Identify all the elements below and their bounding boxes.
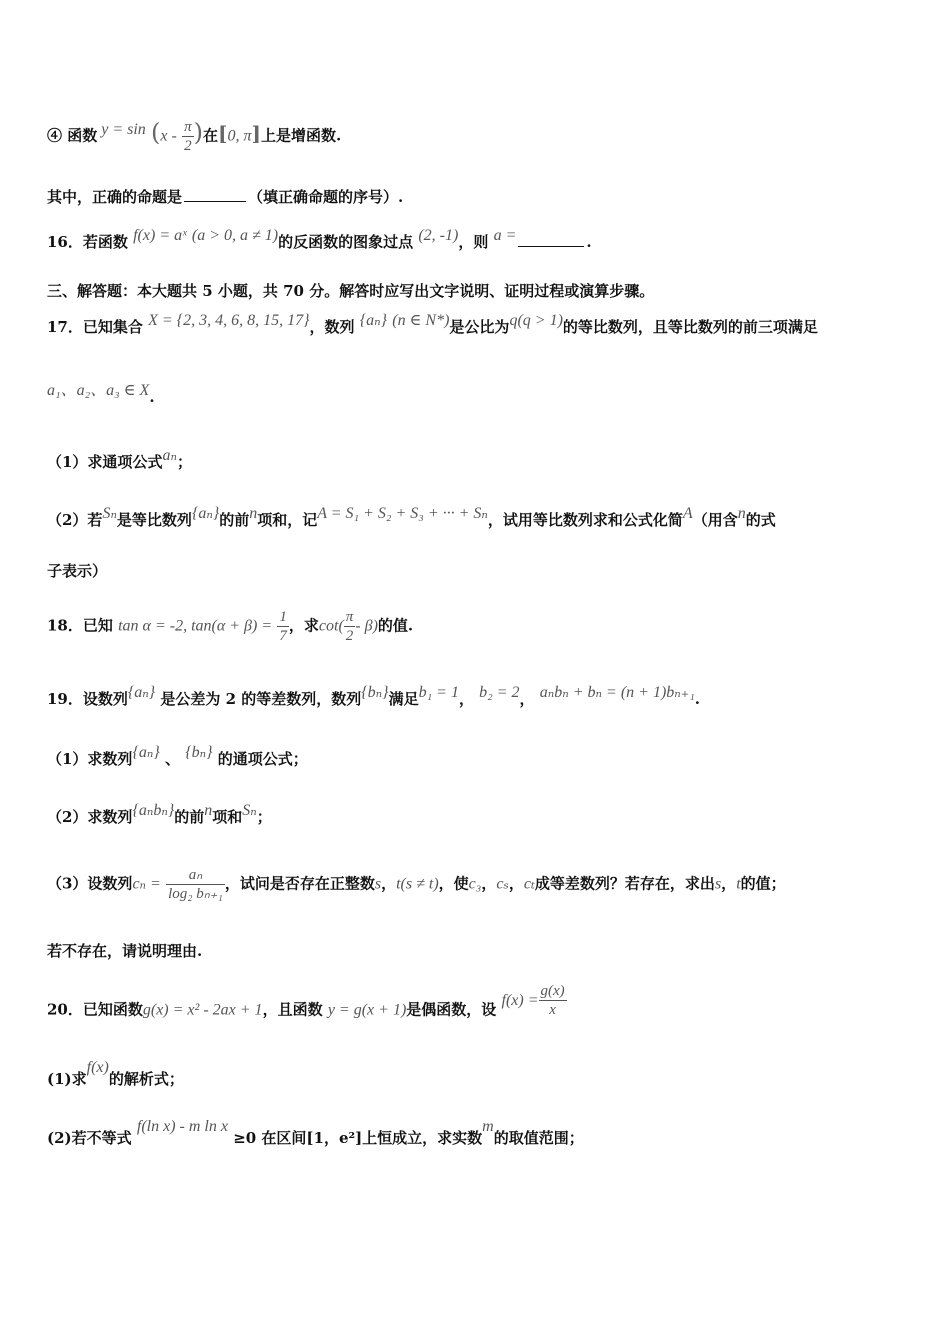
question-17-part-2: （2）若Sₙ是等比数列{aₙ}的前n项和，记A = S₁ + S₂ + S₃ + ··· + Sₙ，试用等比数列求和公式化简A（用含n的式 (47, 505, 776, 529)
question-19: 19．设数列{aₙ} 是公差为 2 的等差数列，数列{bₙ}满足b₁ = 1， b₂ = 2， aₙbₙ + bₙ = (n + 1)bₙ₊₁. (47, 684, 700, 708)
question-19-part-1: （1）求数列{aₙ} 、 {bₙ} 的通项公式； (47, 744, 308, 768)
question-17-part-1: （1）求通项公式aₙ； (47, 447, 192, 471)
question-20-part-2: (2)若不等式 f(ln x) - m ln x ≥0 在区间[1，e²]上恒成立，求实数m的取值范围； (47, 1118, 584, 1147)
question-20-part-1: (1)求f(x)的解析式； (47, 1059, 184, 1088)
item-4: ④ 函数 y = sin (x - $\frac{\pi}{2}$ )在[0, π]上是增函数. (47, 118, 342, 154)
fraction-f: $\frac{g(x)}{x}$ (540, 983, 565, 1018)
question-19-part-3-cont: 若不存在，请说明理由. (47, 942, 203, 960)
question-17-part-2-cont: 子表示） (47, 562, 108, 580)
paren-left: ( (151, 118, 161, 147)
answer-line: 其中，正确的命题是 （填正确命题的序号）. (47, 188, 404, 206)
question-17-line-2: a₁、a₂、a₃ ∈ X. (47, 382, 155, 406)
question-20: 20．已知函数g(x) = x² - 2ax + 1，且函数 y = g(x + 1)是偶函数，设 f(x) = $\frac{g(x)}{x}$ (47, 983, 565, 1019)
func-lhs: y = sin (101, 120, 146, 138)
section-3-heading: 三、解答题：本大题共 5 小题，共 70 分。解答时应写出文字说明、证明过程或演算步骤。 (47, 282, 655, 300)
fraction-1-7: $\frac{1}{7}$ (279, 609, 287, 644)
question-17: 17．已知集合 X = {2, 3, 4, 6, 8, 15, 17}，数列 {aₙ} (n ∈ N*)是公比为q(q > 1)的等比数列，且等比数列的前三项满足 (47, 312, 818, 336)
fraction-cn: $\frac{\text{aₙ}}{\text{log₂ bₙ₊₁}}$ (168, 867, 223, 902)
question-19-part-3: （3）设数列cₙ = $\frac{\text{aₙ}}{\text{log₂ bₙ₊₁}}$ ，试问是否存在正整数s，t(s ≠ t)，使c₃，cₛ，cₜ成等差数列？若存在，求出s，t的值； (47, 867, 786, 902)
fraction-pi-2: $\frac{\pi}{2}$ (345, 609, 354, 644)
question-16: 16．若函数 f(x) = aˣ (a > 0, a ≠ 1)的反函数的图象过点 (2, -1)，则 a = . (47, 227, 592, 251)
question-18: 18．已知 tan α = -2, tan(α + β) = $\frac{1}{7}$ ，求cot( $\frac{\pi}{2}$ - β)的值. (47, 609, 414, 644)
pi-over-2: $\frac{\pi}{2}$ (184, 119, 192, 154)
answer-blank[interactable] (184, 200, 246, 202)
question-19-part-2: （2）求数列{aₙbₙ}的前n项和Sₙ； (47, 802, 272, 826)
answer-blank-16[interactable] (518, 245, 584, 247)
